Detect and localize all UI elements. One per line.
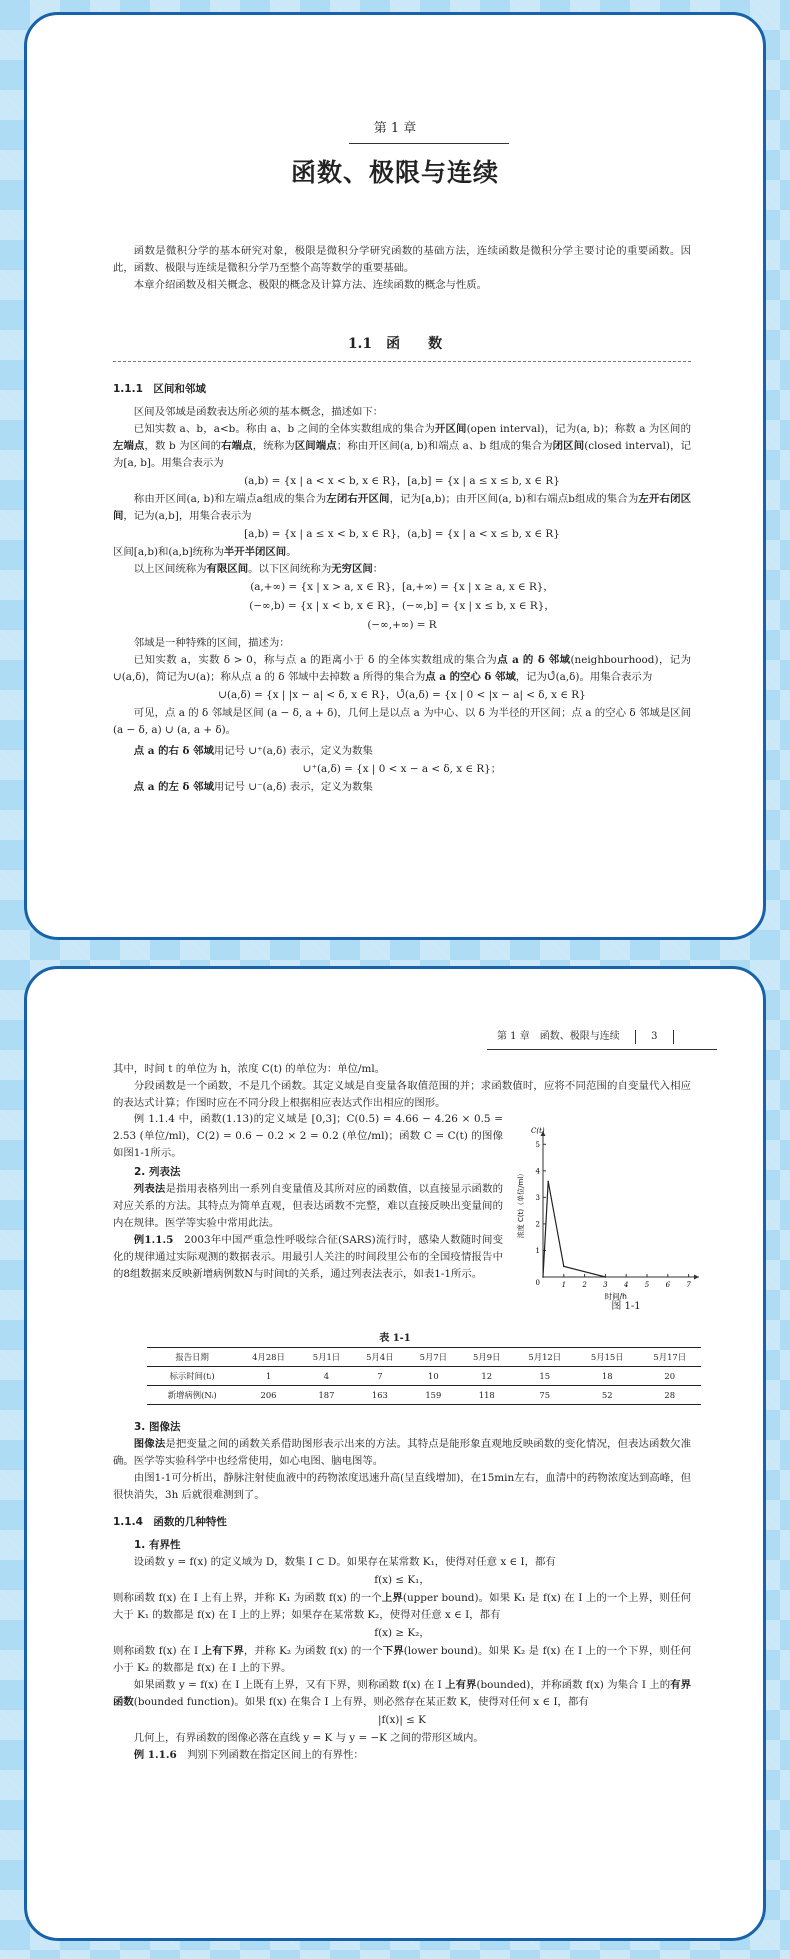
body-paragraph: 其中，时间 t 的单位为 h，浓度 C(t) 的单位为：单位/ml。 (113, 1063, 386, 1075)
table-cell: 187 (300, 1386, 353, 1405)
body-paragraph: 点 a 的左 δ 邻域用记号 ∪⁻(a,δ) 表示，定义为数集 (133, 781, 373, 793)
y-tick-label: 5 (535, 1140, 540, 1149)
table-cell: 5月17日 (638, 1348, 701, 1367)
concentration-chart (513, 1117, 709, 1307)
running-header-chapter: 第 1 章 函数、极限与连续 (497, 1031, 620, 1042)
body-paragraph: 几何上，有界函数的图像必落在直线 y = K 与 y = −K 之间的带形区域内。 (133, 1732, 484, 1744)
property-title: 1. 有界性 (134, 1539, 181, 1551)
body-paragraph: 可见，点 a 的 δ 邻域是区间 (a − δ, a + δ)，几何上是以点 a 为中心、以 δ 为半径的开区间；点 a 的空心 δ 邻域是区间 (a − δ, a) ∪ (a, a + δ)。 (113, 707, 691, 736)
y-tick-label: 1 (535, 1246, 540, 1255)
table-row-header: 报告日期 (147, 1348, 237, 1367)
table-cell: 5月7日 (407, 1348, 460, 1367)
table-cell: 5月9日 (460, 1348, 513, 1367)
origin-label: 0 (535, 1279, 540, 1287)
formula: f(x) ≤ K₁， (374, 1574, 430, 1586)
table-cell: 75 (513, 1386, 576, 1405)
x-tick-label: 2 (582, 1281, 587, 1289)
body-paragraph: 由图1-1可分析出，静脉注射使血液中的药物浓度迅速升高(呈直线增加)，在15min左右，血清中的药物浓度达到高峰，但很快消失，3h 后就很难测到了。 (113, 1472, 691, 1501)
body-paragraph: 称由开区间(a, b)和左端点a组成的集合为左闭右开区间，记为[a,b)；由开区间(a, b)和右端点b组成的集合为左开右闭区间，记为(a,b]，用集合表示为 (113, 493, 692, 522)
formula: ∪(a,δ) = {x | |x − a| < δ, x ∈ R}，∪̊(a,δ) = {x | 0 < |x − a| < δ, x ∈ R} (218, 689, 586, 701)
formula: [a,b) = {x | a ≤ x < b, x ∈ R}，(a,b] = {x | a < x ≤ b, x ∈ R} (244, 528, 560, 540)
data-point (563, 1266, 565, 1268)
x-tick-label: 6 (665, 1281, 671, 1289)
formula: (−∞,b) = {x | x < b, x ∈ R}，(−∞,b] = {x | x ≤ b, x ∈ R}， (249, 600, 555, 612)
y-tick-label: 3 (535, 1193, 540, 1202)
table-cell: 206 (237, 1386, 300, 1405)
page2-body-bottom (113, 1419, 691, 1764)
table-cell: 20 (638, 1367, 701, 1386)
x-tick-label: 4 (623, 1281, 629, 1289)
y-tick-label: 2 (535, 1220, 540, 1229)
table-cell: 163 (353, 1386, 406, 1405)
table-row (147, 1348, 701, 1367)
body-paragraph: 已知实数 a，实数 δ > 0，称与点 a 的距离小于 δ 的全体实数组成的集合为点 a 的 δ 邻域(neighbourhood)，记为∪(a,δ)，简记为∪(a)；称从点 a 的 δ 邻域中去掉数 a 所得的集合为点 a 的空心 δ 邻域，记为∪̊(a,δ)。用集合表示为 (113, 654, 691, 683)
chapter-divider (349, 143, 509, 144)
method-title: 3. 图像法 (134, 1421, 181, 1433)
chapter-intro (113, 243, 691, 294)
table-cell: 18 (576, 1367, 639, 1386)
table-cell: 118 (460, 1386, 513, 1405)
table-cell: 4 (300, 1367, 353, 1386)
body-paragraph: 分段函数是一个函数，不是几个函数。其定义域是自变量各取值范围的并；求函数值时，应将不同范围的自变量代入相应的表达式计算；作图时应在不同分段上根据相应表达式作出相应的图形。 (113, 1080, 691, 1109)
y-axis-tag: C(t) (531, 1127, 545, 1135)
formula: (a,+∞) = {x | x > a, x ∈ R}，[a,+∞) = {x | x ≥ a, x ∈ R}， (250, 581, 554, 593)
table-cell: 5月12日 (513, 1348, 576, 1367)
chapter-title: 函数、极限与连续 (290, 158, 499, 187)
x-tick-label: 1 (561, 1281, 567, 1289)
y-axis-label: 浓度 C(t)（单位/ml） (517, 1169, 525, 1239)
x-axis-arrow (694, 1275, 699, 1280)
running-header (497, 1027, 674, 1044)
table-row (147, 1367, 701, 1386)
table-cell: 52 (576, 1386, 639, 1405)
table-cell: 159 (407, 1386, 460, 1405)
intro-paragraph-2: 本章介绍函数及相关概念、极限的概念及计算方法、连续函数的概念与性质。 (133, 279, 488, 291)
page-number: 3 (651, 1031, 658, 1042)
section-title: 1.1 函 数 (347, 336, 443, 352)
body-paragraph: 例 1.1.4 中，函数(1.13)的定义域是 [0,3]；C(0.5) = 4.66 − 4.26 × 0.5 = 2.53 (单位/ml)，C(2) = 0.6 − 0.2 × 2 = 0.2 (单位/ml)；函数 C = C(t) 的图像如图1-1所示。 (113, 1113, 503, 1159)
section-rule (113, 361, 691, 362)
x-tick-label: 3 (603, 1281, 608, 1289)
body-paragraph: 如果函数 y = f(x) 在 I 上既有上界，又有下界，则称函数 f(x) 在 I 上有界(bounded)，并称函数 f(x) 为集合 I 上的有界函数(bounded function)。如果 f(x) 在集合 I 上有界，则必然存在某正数 K，使得对任何 x ∈ I，都有 (113, 1679, 692, 1708)
body-paragraph: 已知实数 a、b，a<b。称由 a、b 之间的全体实数组成的集合为开区间(open interval)，记为(a, b)；称数 a 为区间的左端点，数 b 为区间的右端点，统称为区间端点；称由开区间(a, b)和端点 a、b 组成的集合为闭区间(closed interval)，记为[a, b]。用集合表示为 (113, 423, 692, 469)
table-cell: 1 (237, 1367, 300, 1386)
subsection-title: 1.1.1 区间和邻域 (113, 383, 206, 395)
method-title: 2. 列表法 (134, 1166, 181, 1178)
table-cell: 4月28日 (237, 1348, 300, 1367)
formula: (−∞,+∞) = R (367, 619, 437, 631)
formula: (a,b) = {x | a < x < b, x ∈ R}，[a,b] = {x | a ≤ x ≤ b, x ∈ R} (244, 475, 560, 487)
formula: f(x) ≥ K₂， (374, 1627, 430, 1639)
table-cell: 15 (513, 1367, 576, 1386)
section-body (113, 381, 691, 796)
chapter-label: 第 1 章 (373, 121, 417, 136)
data-point (547, 1181, 549, 1183)
table-cell: 28 (638, 1386, 701, 1405)
table-cell: 7 (353, 1367, 406, 1386)
body-paragraph: 例 1.1.6 判别下列函数在指定区间上的有界性： (133, 1749, 364, 1761)
body-paragraph: 列表法是指用表格列出一系列自变量值及其所对应的函数值，以直接显示函数的对应关系的方法。其特点为简单直观，但表达函数不完整，难以直接反映出变量间的内在规律。医学等实验中常用此法。 (113, 1183, 504, 1229)
body-paragraph: 则称函数 f(x) 在 I 上有下界，并称 K₂ 为函数 f(x) 的一个下界(lower bound)。如果 K₂ 是 f(x) 在 I 上的一个下界，则任何小于 K₂ 的数都是 f(x) 在 I 上的下界。 (113, 1645, 692, 1674)
body-paragraph: 区间[a,b)和(a,b]统称为半开半闭区间。 (113, 546, 297, 558)
table-cell: 5月15日 (576, 1348, 639, 1367)
body-paragraph: 设函数 y = f(x) 的定义域为 D，数集 I ⊂ D。如果存在某常数 K₁，使得对任意 x ∈ I，都有 (133, 1556, 556, 1568)
table-row (147, 1386, 701, 1405)
formula: |f(x)| ≤ K (378, 1714, 426, 1726)
page-card-1 (24, 12, 766, 940)
x-tick-label: 5 (644, 1281, 650, 1289)
intro-paragraph-1: 函数是微积分学的基本研究对象，极限是微积分学研究函数的基础方法，连续函数是微积分学主要讨论的重要函数。因此，函数、极限与连续是微积分学乃至整个高等数学的重要基础。 (113, 245, 691, 274)
body-paragraph: 则称函数 f(x) 在 I 上有上界，并称 K₁ 为函数 f(x) 的一个上界(upper bound)。如果 K₁ 是 f(x) 在 I 上的一个上界，则任何大于 K₁ 的数都是 f(x) 在 I 上的上界；如果存在某常数 K₂，使得对任意 x ∈ I，都有 (113, 1592, 691, 1621)
concentration-series-line (543, 1181, 605, 1277)
body-paragraph: 图像法是把变量之间的函数关系借助图形表示出来的方法。其特点是能形象直观地反映函数的变化情况，但表达函数欠准确。医学等实验科学中也经常使用，如心电图、脑电图等。 (113, 1438, 691, 1467)
body-paragraph: 邻域是一种特殊的区间，描述为： (133, 637, 290, 649)
body-paragraph: 点 a 的右 δ 邻域用记号 ∪⁺(a,δ) 表示，定义为数集 (133, 745, 373, 757)
subsection-title: 1.1.4 函数的几种特性 (113, 1516, 227, 1528)
table-cell: 12 (460, 1367, 513, 1386)
formula: ∪⁺(a,δ) = {x | 0 < x − a < δ, x ∈ R}； (302, 763, 502, 775)
data-point (605, 1276, 607, 1278)
figure-1-1 (513, 1117, 709, 1312)
y-tick-label: 4 (535, 1167, 540, 1176)
table-cell: 5月4日 (353, 1348, 406, 1367)
table-row-header: 新增病例(Nᵢ) (147, 1386, 237, 1405)
x-tick-label: 7 (686, 1281, 691, 1289)
figure-caption: 图 1-1 (611, 1301, 641, 1312)
table-cell: 5月1日 (300, 1348, 353, 1367)
page2-body-left (113, 1111, 503, 1283)
page2-body-top (113, 1061, 691, 1112)
body-paragraph: 以上区间统称为有限区间。以下区间统称为无穷区间： (133, 563, 384, 575)
page-card-2 (24, 966, 766, 1941)
x-axis-label: 时间/h (604, 1292, 627, 1301)
body-paragraph: 例1.1.5 2003年中国严重急性呼吸综合征(SARS)流行时，感染人数随时间变化的规律通过实际观测的数据表示。用最引人关注的时间段里公布的全国疫情报告中的8组数据来反映新增病例数N与时间t的关系，通过列表法表示，如表1-1所示。 (113, 1234, 503, 1280)
table-title: 表 1-1 (379, 1333, 411, 1344)
data-point (542, 1276, 544, 1278)
data-table (147, 1347, 701, 1405)
table-row-header: 标示时间(tᵢ) (147, 1367, 237, 1386)
table-cell: 10 (407, 1367, 460, 1386)
body-paragraph: 区间及邻域是函数表达所必须的基本概念，描述如下： (133, 406, 384, 418)
